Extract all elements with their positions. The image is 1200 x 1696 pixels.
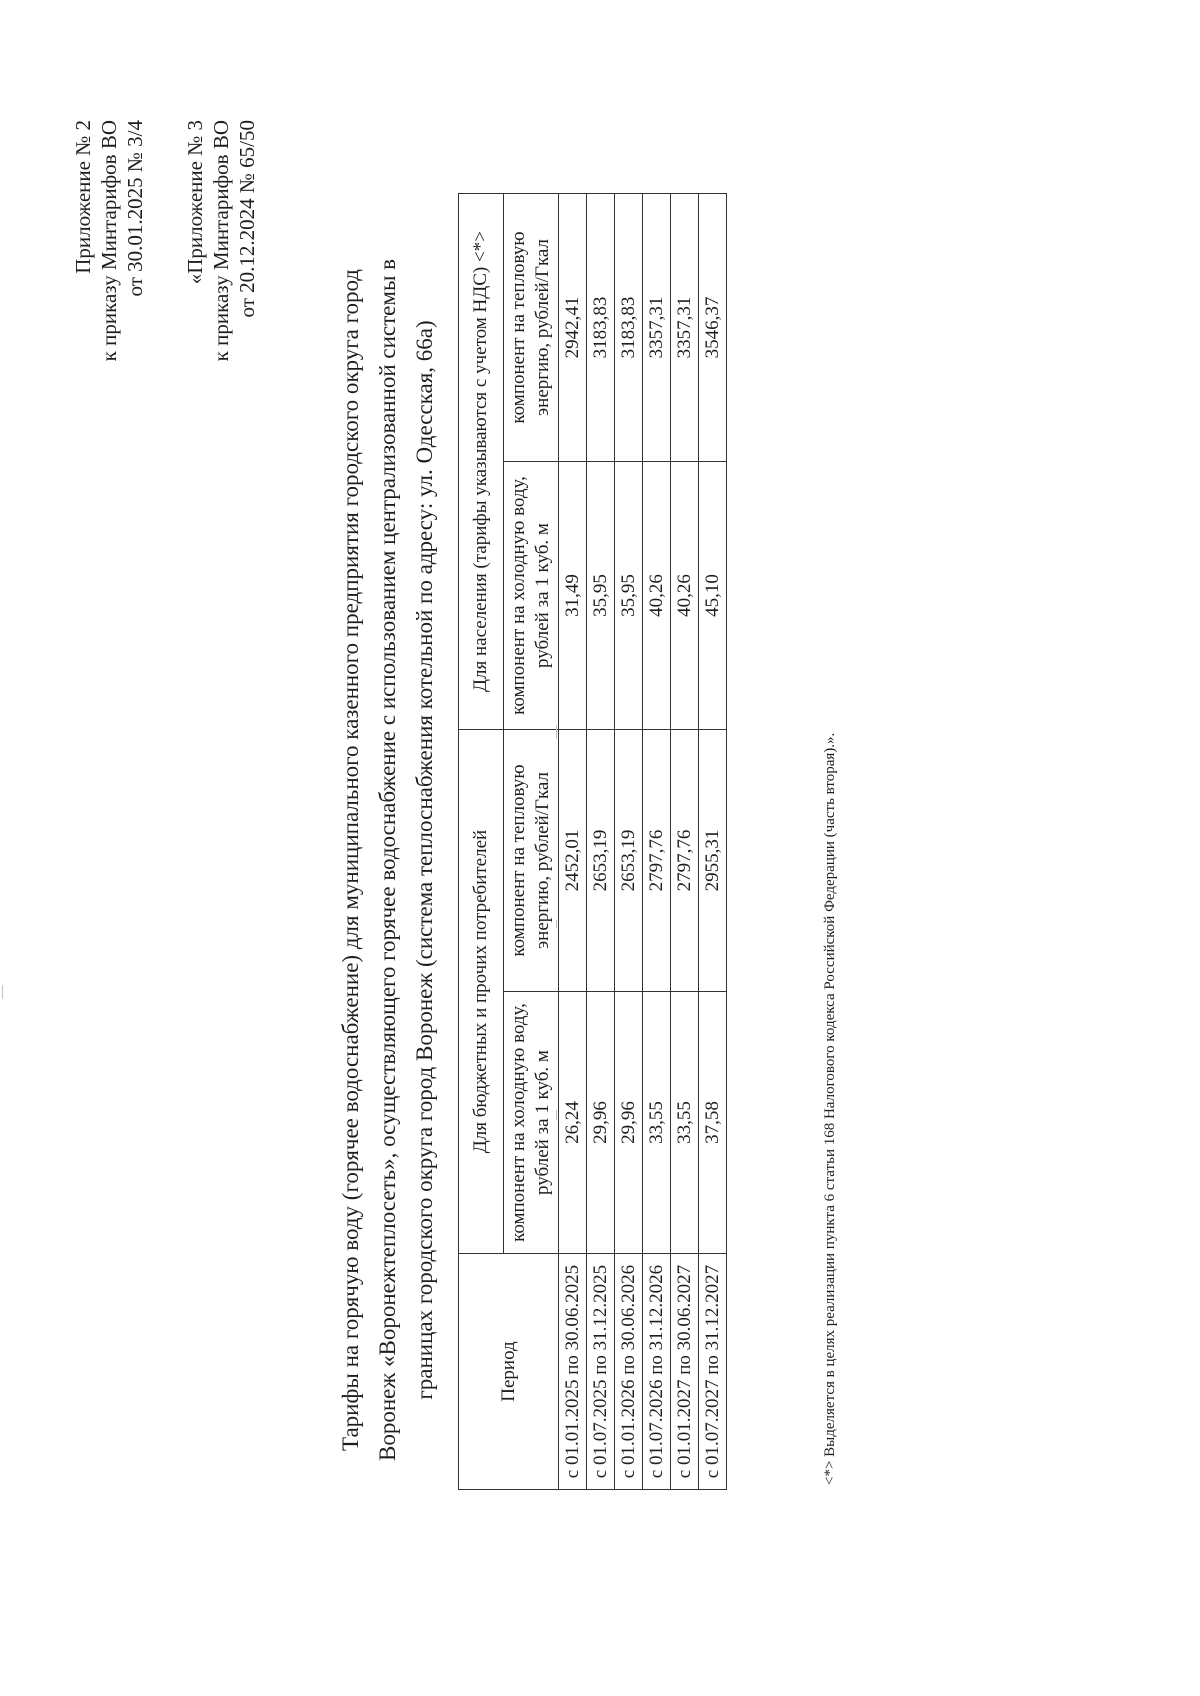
budget-heat-cell: 2653,19 xyxy=(587,730,615,992)
appendix-reference-previous xyxy=(182,120,260,361)
header-population-heat-energy: компонент на тепловую энергию, рублей/Гкал xyxy=(504,194,559,462)
appendix-line: к приказу Минтарифов ВО xyxy=(209,120,233,362)
period-cell: с 01.07.2025 по 31.12.2025 xyxy=(587,1254,615,1490)
table-row xyxy=(671,194,699,1490)
population-heat-cell: 3357,31 xyxy=(671,194,699,462)
population-water-cell: 40,26 xyxy=(671,462,699,730)
budget-water-cell: 26,24 xyxy=(559,992,587,1254)
period-cell: с 01.01.2025 по 30.06.2025 xyxy=(559,1254,587,1490)
appendix-line: к приказу Минтарифов ВО xyxy=(97,120,121,362)
budget-heat-cell: 2452,01 xyxy=(559,730,587,992)
period-cell: с 01.07.2026 по 31.12.2026 xyxy=(643,1254,671,1490)
document-title xyxy=(332,210,443,1510)
header-period: Период xyxy=(459,1254,559,1490)
vat-footnote: <*> Выделяется в целях реализации пункта 6 статьи 168 Налогового кодекса Российской Федерации (часть вторая).». xyxy=(822,732,838,1485)
scan-speck xyxy=(556,1110,557,1120)
header-budget-consumers: Для бюджетных и прочих потребителей xyxy=(459,730,504,1254)
budget-water-cell: 33,55 xyxy=(643,992,671,1254)
header-budget-cold-water: компонент на холодную воду, рублей за 1 куб. м xyxy=(504,992,559,1254)
population-heat-cell: 3546,37 xyxy=(699,194,727,462)
appendix-line: «Приложение № 3 xyxy=(183,120,207,285)
population-heat-cell: 3183,83 xyxy=(587,194,615,462)
population-water-cell: 35,95 xyxy=(587,462,615,730)
title-line: Тарифы на горячую воду (горячее водоснабжение) для муниципального казенного предприятия городского округа город xyxy=(338,269,363,1451)
appendix-reference-current xyxy=(70,120,148,361)
title-line: Воронеж «Воронежтеплосеть», осуществляющего горячее водоснабжение с использованием централизованной системы в xyxy=(375,258,400,1462)
table-header-row xyxy=(459,194,504,1490)
budget-water-cell: 37,58 xyxy=(699,992,727,1254)
population-water-cell: 45,10 xyxy=(699,462,727,730)
appendix-line: Приложение № 2 xyxy=(71,120,95,274)
population-water-cell: 35,95 xyxy=(615,462,643,730)
population-water-cell: 40,26 xyxy=(643,462,671,730)
budget-heat-cell: 2797,76 xyxy=(643,730,671,992)
table-row xyxy=(587,194,615,1490)
budget-heat-cell: 2955,31 xyxy=(699,730,727,992)
budget-water-cell: 29,96 xyxy=(615,992,643,1254)
table-row xyxy=(699,194,727,1490)
rotated-document-sheet xyxy=(70,80,1110,1640)
header-population-cold-water: компонент на холодную воду, рублей за 1 куб. м xyxy=(504,462,559,730)
population-heat-cell: 3183,83 xyxy=(615,194,643,462)
scan-speck xyxy=(556,920,557,928)
table-row xyxy=(559,194,587,1490)
header-budget-heat-energy: компонент на тепловую энергию, рублей/Гкал xyxy=(504,730,559,992)
budget-water-cell: 33,55 xyxy=(671,992,699,1254)
period-cell: с 01.07.2027 по 31.12.2027 xyxy=(699,1254,727,1490)
title-line: границах городского округа город Воронеж (система теплоснабжения котельной по адресу: ул. Одесская, 66а) xyxy=(412,320,437,1400)
table-row xyxy=(643,194,671,1490)
scan-speck xyxy=(556,725,557,739)
budget-heat-cell: 2797,76 xyxy=(671,730,699,992)
appendix-line: от 30.01.2025 № 3/4 xyxy=(123,120,147,297)
appendix-line: от 20.12.2024 № 65/50 xyxy=(235,120,259,318)
population-heat-cell: 2942,41 xyxy=(559,194,587,462)
tariff-table xyxy=(458,193,727,1490)
population-heat-cell: 3357,31 xyxy=(643,194,671,462)
table-row xyxy=(615,194,643,1490)
budget-water-cell: 29,96 xyxy=(587,992,615,1254)
period-cell: с 01.01.2026 по 30.06.2026 xyxy=(615,1254,643,1490)
scan-speck xyxy=(2,985,3,999)
period-cell: с 01.01.2027 по 30.06.2027 xyxy=(671,1254,699,1490)
header-population: Для населения (тарифы указываются с учетом НДС) <*> xyxy=(459,194,504,730)
budget-heat-cell: 2653,19 xyxy=(615,730,643,992)
population-water-cell: 31,49 xyxy=(559,462,587,730)
